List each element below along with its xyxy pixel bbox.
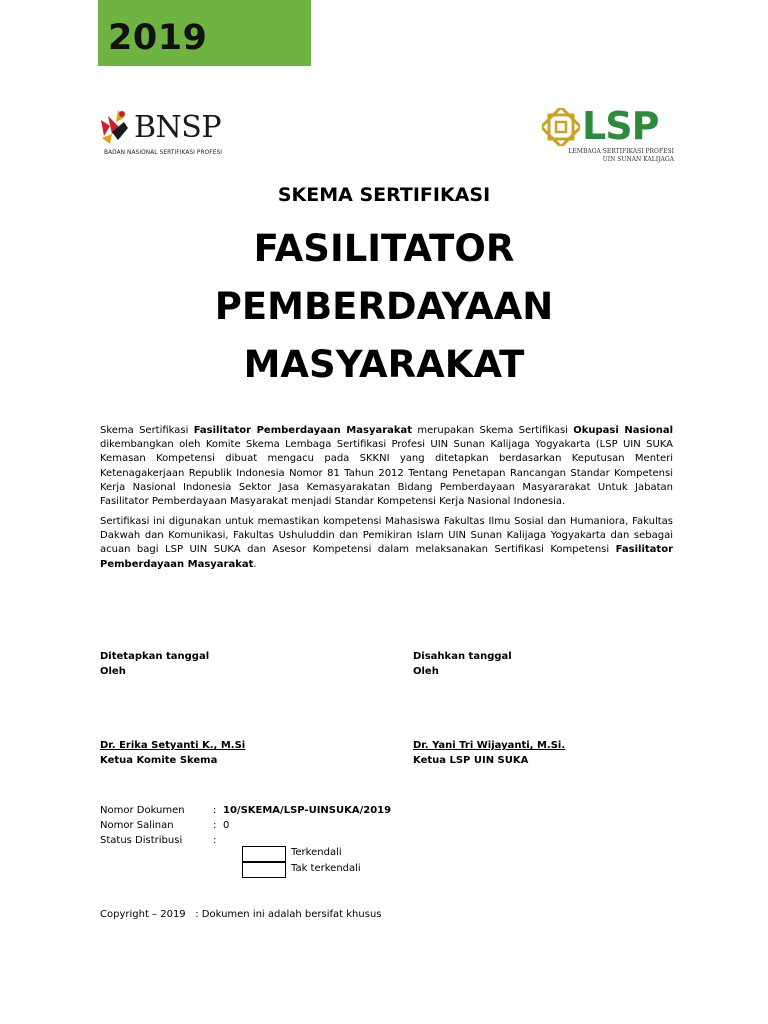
controlled-label: Terkendali: [291, 847, 342, 858]
document-number-row: [100, 803, 391, 818]
p1-text-a: Skema Sertifikasi: [100, 425, 194, 436]
signature-right-name: Dr. Yani Tri Wijayanti, M.Si.: [413, 740, 566, 751]
description-paragraph-2: [100, 515, 673, 572]
signature-left-by-label: Oleh: [100, 666, 126, 677]
copyright-row: [100, 907, 382, 922]
signature-left-role: Ketua Komite Skema: [100, 755, 218, 766]
signature-right-header: [413, 649, 512, 679]
bnsp-logo-text: BNSP: [134, 110, 222, 145]
copy-number-label: Nomor Salinan: [100, 820, 174, 831]
document-number-colon: :: [213, 805, 217, 816]
p2-text-c: .: [253, 558, 257, 570]
scheme-title-line-2: PEMBERDAYAAN: [214, 285, 554, 328]
copy-number-row: [100, 818, 229, 833]
lsp-emblem-icon: [542, 108, 580, 146]
distribution-status-label: Status Distribusi: [100, 835, 183, 846]
p2-text-a: Sertifikasi ini digunakan untuk memastikan kompetensi Mahasiswa Fakultas Ilmu Sosial dan Humaniora, Fakultas Dakwah dan Komunikasi, Fakultas Ushuluddin dan Pemikiran Islam UIN Sunan Kalijaga Yogyakarta dan sebagai acuan bagi LSP UIN SUKA dan Asesor Kompetensi dalam melaksanakan Sertifikasi Kompetensi: [100, 516, 673, 556]
year-band-spacer: [0, 0, 98, 66]
distribution-status-colon: :: [213, 835, 217, 846]
copyright-text: Copyright – 2019: [100, 909, 186, 920]
scheme-heading: SKEMA SERTIFIKASI: [277, 184, 491, 206]
bnsp-emblem-icon: [98, 106, 134, 150]
signature-left-block: [100, 738, 245, 768]
document-number-value: 10/SKEMA/LSP-UINSUKA/2019: [223, 805, 392, 816]
scheme-title-line-3: MASYARAKAT: [243, 343, 525, 386]
description-paragraph-1: [100, 424, 673, 509]
scheme-title: [0, 220, 768, 394]
bnsp-logo-subtitle: BADAN NASIONAL SERTIFIKASI PROFESI: [104, 150, 223, 156]
lsp-logo-subtitle-1: LEMBAGA SERTIFIKASI PROFESI: [568, 148, 674, 155]
signature-left-date-label: Ditetapkan tanggal: [100, 651, 210, 662]
scheme-title-line-1: FASILITATOR: [253, 227, 515, 270]
p1-text-e: dikembangkan oleh Komite Skema Lembaga Sertifikasi Profesi UIN Sunan Kalijaga Yogyakarta (LSP UIN SUKA Kemasan Kompetensi dibuat mengacu pada SKKNI yang ditetapkan berdasarkan Keputusan Menteri Ketenagakerjaan Republik Indonesia Nomor 81 Tahun 2012 Tentang Penetapan Rancangan Standar Kompetensi Kerja Nasional Indonesia Sektor Jasa Kemasyarakatan Bidang Pemberdayaan Masyararakat Untuk Jabatan Fasilitator Pemberdayaan Masyarakat menjadi Standar Kompetensi Kerja Nasional Indonesia.: [100, 439, 673, 508]
p1-text-d: Okupasi Nasional: [573, 425, 674, 436]
document-number-label: Nomor Dokumen: [100, 805, 185, 816]
bnsp-logo: [98, 106, 238, 162]
signature-left-name: Dr. Erika Setyanti K., M.Si: [100, 740, 246, 751]
distribution-status-row: [100, 833, 223, 848]
signature-left-header: [100, 649, 209, 679]
controlled-checkbox[interactable]: [242, 846, 286, 862]
uncontrolled-checkbox[interactable]: [242, 862, 286, 878]
signature-right-date-label: Disahkan tanggal: [413, 651, 512, 662]
copy-number-value: 0: [223, 820, 230, 831]
lsp-logo-text: LSP: [582, 104, 659, 148]
p1-text-b: Fasilitator Pemberdayaan Masyarakat: [193, 425, 413, 436]
copyright-note: : Dokumen ini adalah bersifat khusus: [195, 909, 382, 920]
p1-text-c: merupakan Skema Sertifikasi: [412, 425, 574, 436]
copy-number-colon: :: [213, 820, 217, 831]
signature-right-by-label: Oleh: [413, 666, 439, 677]
lsp-logo-subtitle-2: UIN SUNAN KALIJAGA: [602, 156, 674, 163]
p2-text-b: Fasilitator Pemberdayaan Masyarakat: [100, 544, 673, 570]
uncontrolled-label: Tak terkendali: [291, 863, 361, 874]
signature-right-role: Ketua LSP UIN SUKA: [413, 755, 529, 766]
lsp-logo: [542, 106, 682, 166]
signature-right-block: [413, 738, 565, 768]
year-label: 2019: [108, 18, 208, 58]
